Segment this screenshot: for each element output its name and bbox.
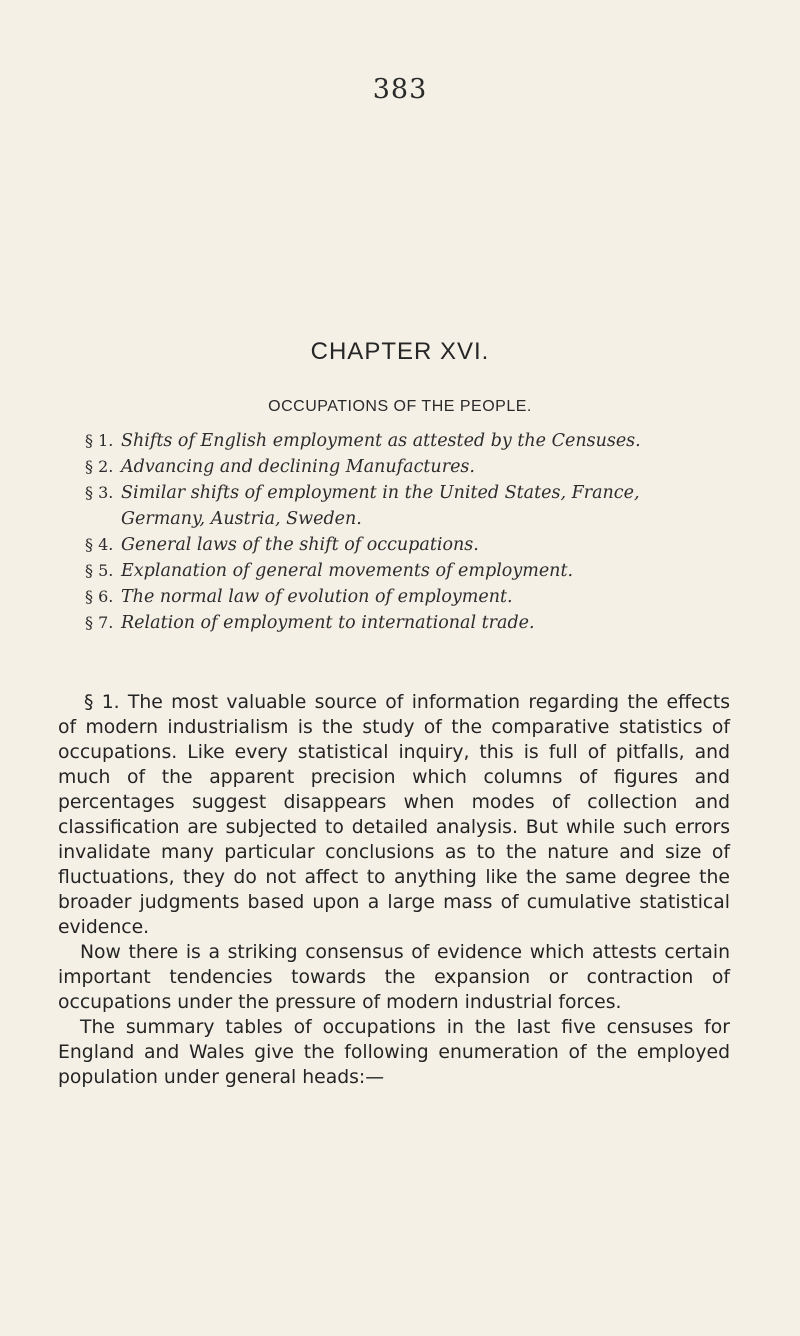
section-number: § 5. bbox=[85, 561, 114, 580]
section-number: § 2. bbox=[85, 457, 114, 476]
section-title: Relation of employment to international trade. bbox=[121, 613, 535, 633]
section-title: General laws of the shift of occupations. bbox=[121, 535, 479, 555]
contents-item bbox=[85, 584, 725, 610]
chapter-contents bbox=[85, 428, 725, 636]
chapter-title: CHAPTER XVI. bbox=[310, 338, 490, 365]
paragraph: The summary tables of occupations in the last five censuses for England and Wales give the following enumeration of the employed population under general heads:— bbox=[58, 1017, 730, 1088]
section-title: Shifts of English employment as attested by the Censuses. bbox=[121, 431, 641, 451]
section-number: § 4. bbox=[85, 535, 114, 554]
paragraph: Now there is a striking consensus of evidence which attests certain important tendencies towards the expansion or contraction of occupations under the pressure of modern industrial forces. bbox=[58, 942, 730, 1013]
contents-item bbox=[85, 454, 725, 480]
section-number: § 7. bbox=[85, 613, 114, 632]
contents-item bbox=[85, 480, 725, 532]
section-title: Similar shifts of employment in the United States, France, Germany, Austria, Sweden. bbox=[121, 483, 640, 529]
contents-item bbox=[85, 428, 725, 454]
body-text bbox=[58, 690, 730, 1090]
contents-item bbox=[85, 610, 725, 636]
contents-item bbox=[85, 558, 725, 584]
chapter-subtitle: OCCUPATIONS OF THE PEOPLE. bbox=[268, 398, 532, 415]
page-number: 383 bbox=[372, 74, 428, 105]
section-number: § 6. bbox=[85, 587, 114, 606]
paragraph: § 1. The most valuable source of information regarding the effects of modern industrialism is the study of the comparative statistics of occupations. Like every statistical inquiry, this is full of pitfalls, and much of the apparent precision which columns of figures and percentages suggest disappears when modes of collection and classification are subjected to detailed analysis. But while such errors invalidate many particular conclusions as to the nature and size of fluctuations, they do not affect to anything like the same degree the broader judgments based upon a large mass of cumulative statistical evidence. bbox=[58, 692, 730, 938]
section-title: Explanation of general movements of employment. bbox=[121, 561, 574, 581]
contents-item bbox=[85, 532, 725, 558]
section-title: The normal law of evolution of employment. bbox=[121, 587, 513, 607]
section-number: § 3. bbox=[85, 483, 114, 502]
section-number: § 1. bbox=[85, 431, 114, 450]
section-title: Advancing and declining Manufactures. bbox=[121, 457, 475, 477]
